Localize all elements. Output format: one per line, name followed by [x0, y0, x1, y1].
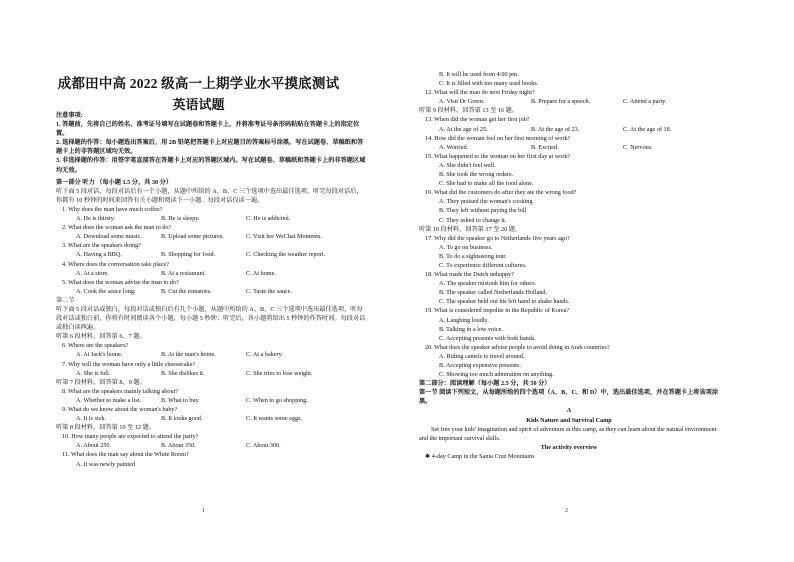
- question: 15. What happened to the woman on her first day at work?: [425, 152, 571, 160]
- question: 17. Why did the speaker go to Netherlands five years ago?: [425, 234, 570, 242]
- options-row: [56, 214, 368, 223]
- option: A. She didn't feel well.: [439, 161, 496, 169]
- option: B. Accepting expensive presents.: [439, 362, 521, 369]
- question: 19. What is considered impolite in the Republic of Korea?: [425, 307, 570, 315]
- option: A. Visit Dr Green.: [439, 98, 485, 106]
- option: C. About 300.: [246, 442, 281, 450]
- section2-intro: 第一节 阅读下列短文，从每题所给的四个选项（A、B、C、和 D）中，选出最佳选项，并在答题卡上将该项涂黑。: [419, 389, 719, 406]
- option: C. To experience different cultures.: [439, 261, 527, 269]
- options-row: [56, 350, 368, 359]
- question: 11. What does the man say about the White Room?: [62, 451, 189, 459]
- options-row: [56, 287, 368, 296]
- note-item: 3. 非选择题的作答：用签字笔直接答在答题卡上对应的答题区域内。写在试题卷、草稿纸和答题卡上的非答题区域均无效。: [56, 157, 366, 174]
- options-row: [419, 143, 719, 152]
- options-row: [56, 441, 368, 450]
- exam-title: 成都田中高 2022 级高一上期学业水平摸底测试: [57, 76, 340, 91]
- option: B. It will be used from 4:00 pm.: [439, 71, 519, 78]
- overview-heading: The activity overview: [540, 443, 598, 451]
- material-note: 听第 9 段材料，回答第 13 至 16 题。: [419, 107, 518, 115]
- option: C. Visit her WeChat Moments.: [246, 233, 322, 241]
- options-row: [419, 97, 719, 106]
- page-right: [397, 0, 794, 562]
- option: B. Shopping for food.: [161, 251, 216, 259]
- option: A. About 250.: [76, 442, 112, 450]
- option: B. At the age of 23.: [531, 125, 580, 133]
- options-row: [419, 125, 719, 134]
- question: 18. What made the Dutch unhappy?: [425, 271, 514, 279]
- option: C. It is filled with too many used books.: [439, 80, 539, 88]
- option: B. About 350.: [161, 442, 196, 450]
- bullet-item: [419, 452, 719, 461]
- option: B. At the man's home.: [161, 351, 216, 359]
- section1-intro: 听下面 5 段对话，每段对话后有一个小题，从题中所给的 A、B、C 三个选项中选出最佳选项。听完每段对话后，你都有 10 秒钟的时间来回答有关小题和阅读下一小题。每段对话仅读一遍。: [56, 187, 363, 204]
- part2-heading: 第二节: [56, 296, 75, 304]
- options-row: [56, 414, 368, 423]
- material-note: 听第 7 段材料，回答第 8、9 题。: [56, 378, 146, 386]
- option: C. When to go shopping.: [246, 396, 308, 404]
- option: A. To go on business.: [439, 243, 493, 251]
- option: B. Excited.: [531, 143, 559, 151]
- question: 1. Why does the man have much coffee?: [62, 205, 163, 213]
- option: B. The speaker called Netherlands Holland.: [439, 289, 547, 297]
- option: C. She tries to lose weight.: [246, 369, 313, 377]
- option: B. To do a sightseeing tour.: [439, 252, 507, 260]
- option: C. They asked to change it.: [439, 216, 507, 224]
- material-note: 听第 8 段材料，回答第 10 至 12 题。: [56, 424, 155, 432]
- question: 13. When did the woman get her first job?: [425, 116, 530, 124]
- option: B. Prepare for a speech.: [531, 98, 591, 106]
- passage-letter: A: [566, 407, 572, 415]
- asterisk-bullet-icon: ✱: [425, 452, 431, 460]
- option: B. She dislikes it.: [161, 369, 205, 377]
- question: 4. Where does the conversation take place?: [62, 260, 169, 268]
- option: B. Talking in a low voice.: [439, 325, 503, 333]
- option: B. She took the wrong orders.: [439, 171, 514, 179]
- option: A. Whether to make a list.: [76, 396, 142, 404]
- question: 6. Where are the speakers?: [62, 342, 129, 350]
- part2-intro: 听下面 5 段对话或独白，每段对话或独白后有几个小题，从题中所给的 A、B、C 三个选项中选出最佳选项，听每段对话或独白前，你将有时间阅读各个小题，每小题 5 秒钟；听完后，各小题将给出 5 秒钟的作答时间。每段对话或独白读两遍。: [56, 305, 366, 332]
- option: A. Cook the sauce long.: [76, 287, 136, 295]
- material-note: 听第 10 段材料，回答第 17 至 20 题。: [419, 225, 522, 233]
- option: B. At a restaurant.: [161, 269, 206, 277]
- section1-heading: 第一部分 听力 （每小题 1.5 分，共 30 分）: [56, 178, 173, 186]
- right-content: [419, 70, 719, 461]
- note-item: 2. 选择题的作答：每小题选出答案后，用 2B 铅笔把答题卡上对应题目的答案标号涂黑，写在试题卷、草稿纸和答题卡上的非答题区域均无效。: [56, 139, 364, 156]
- section2-heading: 第二部分：阅读理解（每小题 2.5 分，共 50 分）: [419, 380, 551, 388]
- bullet-text: 4-day Camp in the Santa Cruz Mountains: [431, 452, 535, 460]
- option: A. At a store.: [76, 269, 109, 277]
- option: A. Having a BBQ.: [76, 251, 122, 259]
- question: 8. What are the speakers mainly talking about?: [62, 387, 179, 395]
- option: A. At Jack's home.: [76, 351, 123, 359]
- note-item: 1. 答题前，先将自己的姓名、准考证号填写在试题卷和答题卡上，并将准考证号条形码粘贴在答题卡上的指定位置。: [56, 121, 360, 138]
- option: A. The speaker mistook him for others.: [439, 280, 537, 288]
- notes-heading: 注意事项:: [56, 112, 83, 119]
- option: C. At a bakery.: [246, 351, 283, 359]
- option: C. Showing too much admiration on anything.: [439, 371, 554, 379]
- question: 20. What does the speaker advise people to avoid doing in Arab countries?: [425, 343, 610, 351]
- options-row: [56, 269, 368, 278]
- option: C. He is addicted.: [246, 215, 291, 223]
- page-number: 2: [565, 508, 568, 514]
- exam-subtitle: 英语试题: [172, 97, 225, 112]
- passage-title: Kids Nature and Survival Camp: [526, 416, 612, 424]
- option: A. Riding camels to travel around.: [439, 352, 525, 360]
- option: B. Upload some pictures.: [161, 233, 224, 241]
- question: 5. What does the woman advise the man to do?: [62, 278, 179, 286]
- option: C. At the age of 18.: [623, 125, 672, 133]
- option: C. Nervous.: [623, 143, 653, 151]
- option: A. She is full.: [76, 369, 111, 377]
- option: B. They left without paying the bill: [439, 207, 527, 215]
- option: A. He is thirsty.: [76, 215, 115, 223]
- options-row: [56, 396, 368, 405]
- option: C. Accepting presents with both hands.: [439, 334, 536, 342]
- question: 16. What did the customers do after they ate the wrong food?: [425, 189, 577, 197]
- option: A. At the age of 25.: [439, 125, 488, 133]
- option: C. Attend a party.: [623, 98, 667, 106]
- question: 3. What are the speakers doing?: [62, 242, 141, 250]
- option: C. She had to make all the food alone.: [439, 180, 534, 188]
- option: C. It wants some eggs.: [246, 415, 303, 423]
- option: A. It is sick.: [76, 415, 107, 423]
- passage-text: Set free your kids' imagination and spirit of adventure at this camp, as they can learn about the natural environment and the important survival skills.: [419, 425, 717, 442]
- question: 7. Why will the woman have only a little cheesecake?: [62, 360, 196, 368]
- question: 14. How did the woman feel on her first morning of work?: [425, 134, 571, 142]
- option: B. He is sleepy.: [161, 215, 200, 223]
- option: A. They praised the woman's cooking.: [439, 198, 534, 206]
- question: 12. What will the man do next Friday night?: [425, 89, 535, 97]
- option: C. Taste the sauce.: [246, 287, 293, 295]
- option: B. What to buy.: [161, 396, 200, 404]
- options-row: [56, 369, 368, 378]
- option: A. Download some music.: [76, 233, 142, 241]
- option: B. Cut the tomatoes.: [161, 287, 212, 295]
- option: B. It looks good.: [161, 415, 203, 423]
- page-number: 1: [202, 508, 205, 514]
- material-note: 听第 6 段材料，回答第 6、7 题。: [56, 333, 146, 341]
- option: A. Laughing loudly.: [439, 316, 489, 324]
- question: 2. What does the woman ask the man to do?: [62, 224, 172, 232]
- options-row: [56, 250, 368, 259]
- option: C. The speaker held out his left hand to shake hands.: [439, 298, 570, 306]
- question: 10. How many people are expected to attend the party?: [62, 433, 199, 441]
- option: C. At home.: [246, 269, 276, 277]
- option: A. It was newly painted: [76, 460, 135, 468]
- left-content: [56, 111, 368, 469]
- option: A. Worried.: [439, 143, 469, 151]
- options-row: [56, 232, 368, 241]
- question: 9. What do we know about the woman's baby?: [62, 406, 178, 413]
- option: C. Checking the weather report.: [246, 251, 326, 259]
